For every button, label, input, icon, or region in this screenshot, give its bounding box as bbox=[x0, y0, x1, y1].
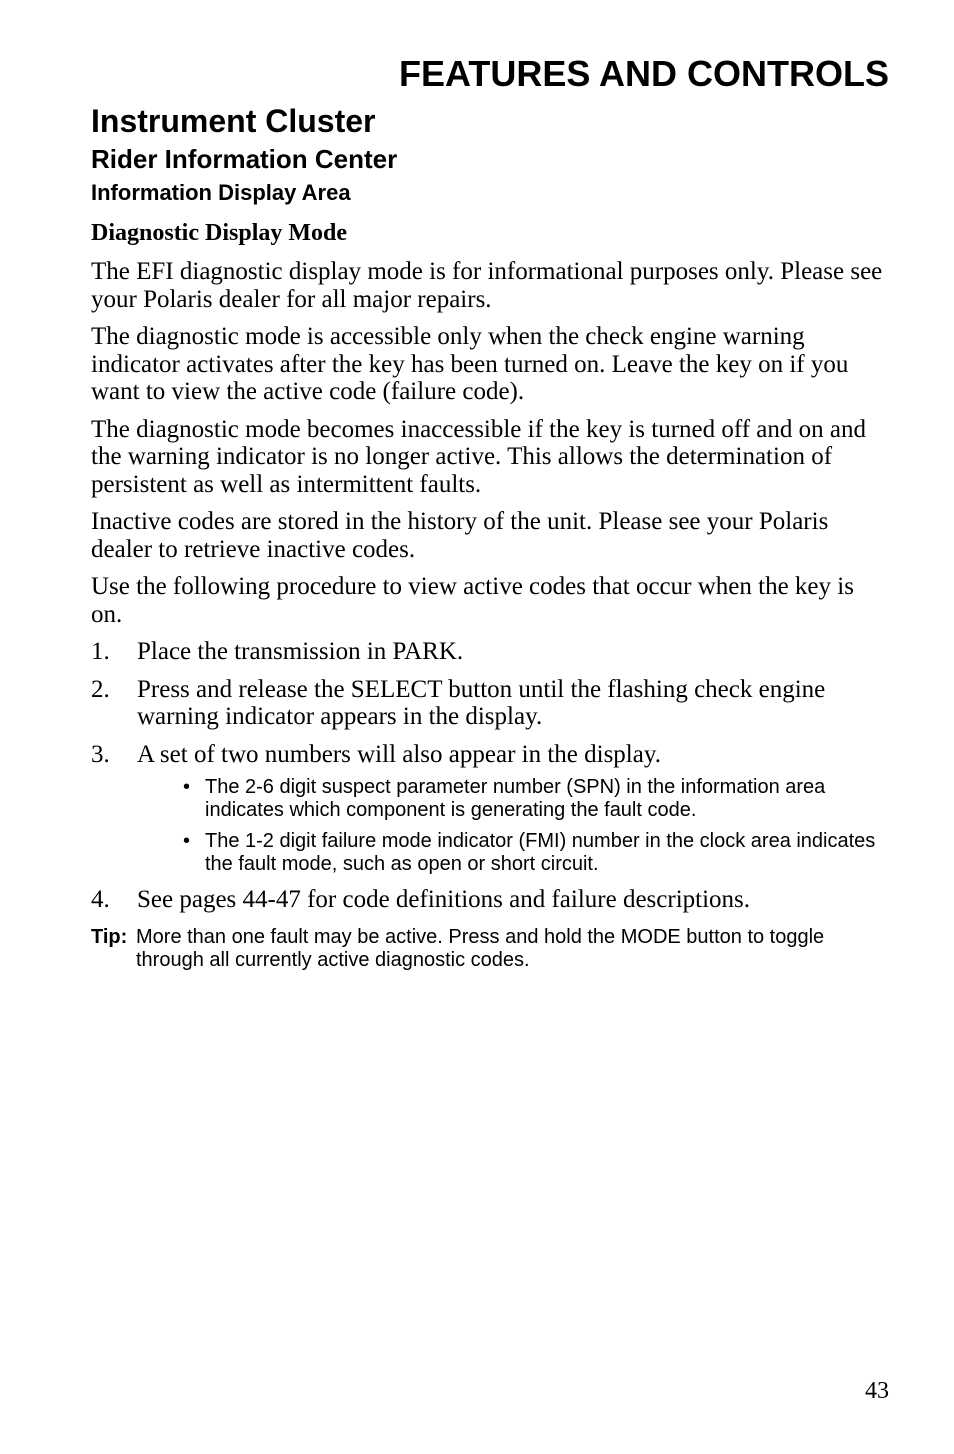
step-item bbox=[91, 886, 889, 914]
paragraph: The diagnostic mode becomes inaccessible if the key is turned off and on and the warning indicator is no longer active. This allows the determination of persistent as well as intermittent faults. bbox=[91, 415, 866, 498]
step-bullets bbox=[137, 776, 889, 876]
step-number: 4. bbox=[91, 886, 110, 913]
step-text: Press and release the SELECT button until the flashing check engine warning indicator appears in the display. bbox=[137, 675, 826, 730]
step-number: 3. bbox=[91, 740, 110, 768]
page-content bbox=[91, 50, 889, 972]
paragraph: Inactive codes are stored in the history of the unit. Please see your Polaris dealer to retrieve inactive codes. bbox=[91, 508, 829, 563]
mode-heading: Diagnostic Display Mode bbox=[91, 220, 348, 246]
step-text: Place the transmission in PARK. bbox=[137, 638, 464, 665]
procedure-steps bbox=[91, 638, 889, 914]
paragraph: The diagnostic mode is accessible only when the check engine warning indicator activates after the key has been turned on. Leave the key on if you want to view the active code (failure code). bbox=[91, 323, 849, 405]
step-text: A set of two numbers will also appear in the display. bbox=[137, 740, 661, 768]
step-item bbox=[91, 676, 889, 731]
step-item bbox=[91, 741, 889, 877]
bullet-item bbox=[137, 776, 889, 822]
section-title: FEATURES AND CONTROLS bbox=[399, 53, 889, 94]
page-number: 43 bbox=[865, 1378, 889, 1404]
step-number: 2. bbox=[91, 675, 110, 703]
paragraph: The EFI diagnostic display mode is for informational purposes only. Please see your Polaris dealer for all major repairs. bbox=[91, 258, 883, 313]
bullet-item bbox=[137, 830, 889, 876]
subsubsection-title: Information Display Area bbox=[91, 180, 351, 205]
tip-label: Tip: bbox=[91, 925, 128, 948]
bullet-text: The 2-6 digit suspect parameter number (SPN) in the information area indicates which component is generating the fault code. bbox=[205, 776, 826, 821]
bullet-text: The 1-2 digit failure mode indicator (FMI) number in the clock area indicates the fault mode, such as open or short circuit. bbox=[205, 830, 876, 875]
tip-text: More than one fault may be active. Press and hold the MODE button to toggle through all currently active diagnostic codes. bbox=[136, 925, 825, 971]
page-title: Instrument Cluster bbox=[91, 103, 376, 139]
tip-note bbox=[91, 926, 889, 972]
step-number: 1. bbox=[91, 638, 110, 665]
step-text: See pages 44-47 for code definitions and failure descriptions. bbox=[137, 886, 751, 913]
bullet-icon: • bbox=[183, 830, 191, 852]
bullet-icon: • bbox=[183, 776, 191, 798]
subsection-title: Rider Information Center bbox=[91, 144, 398, 174]
paragraph: Use the following procedure to view active codes that occur when the key is on. bbox=[91, 573, 854, 628]
step-item bbox=[91, 638, 889, 666]
